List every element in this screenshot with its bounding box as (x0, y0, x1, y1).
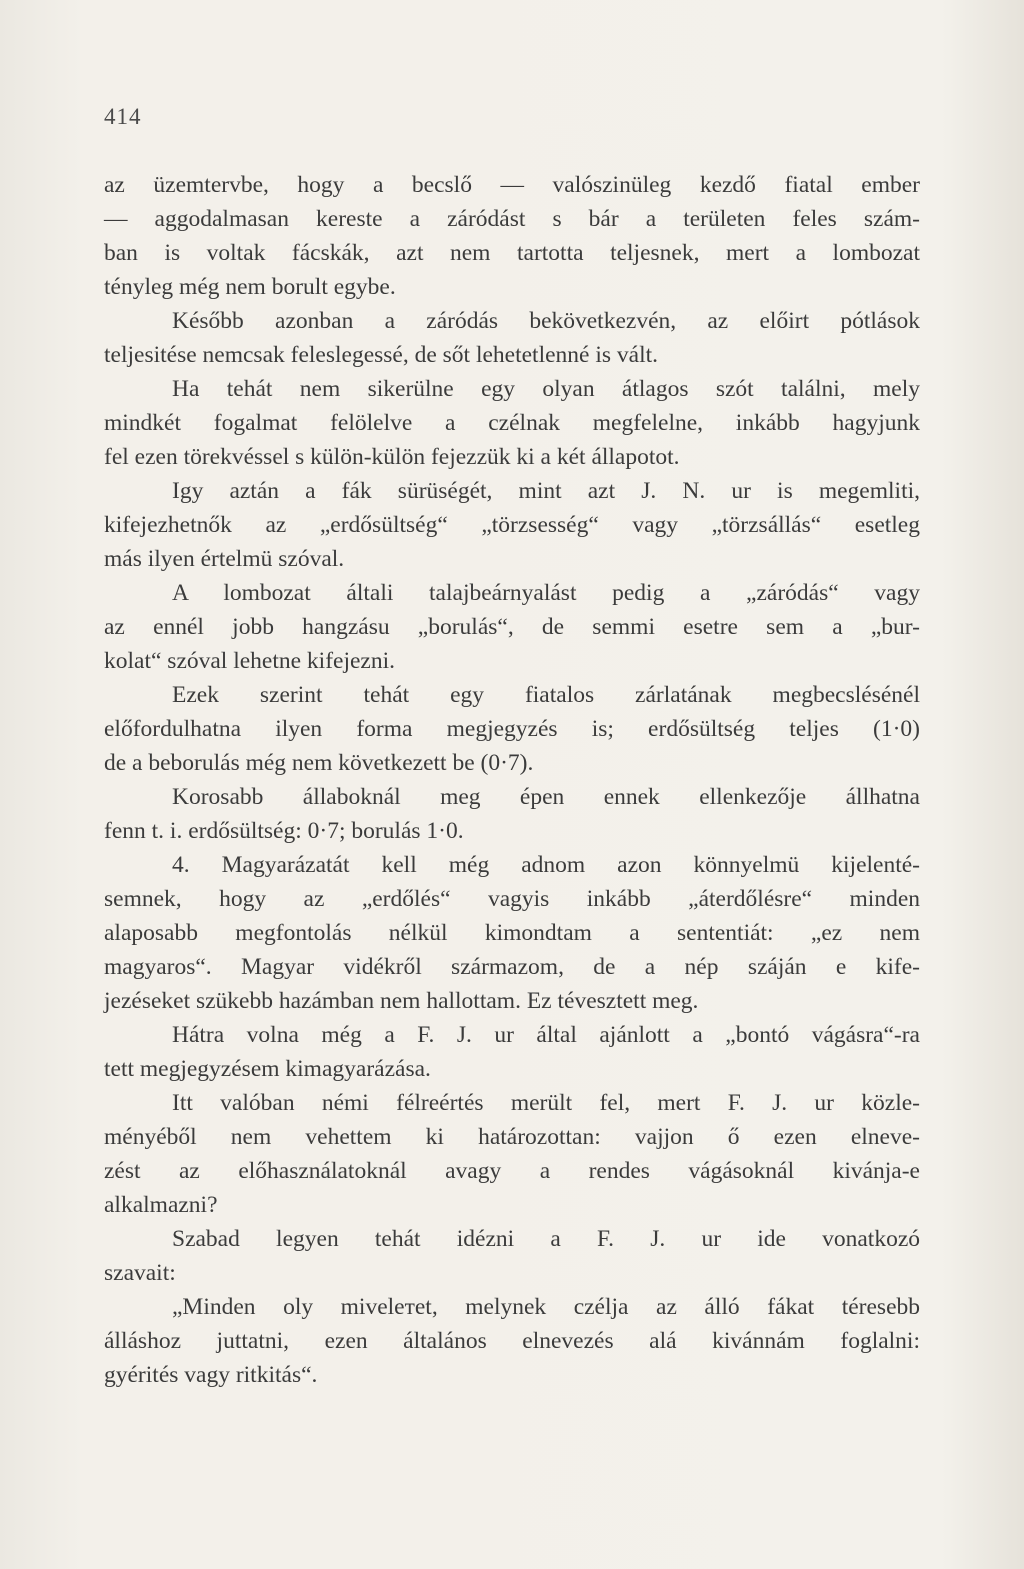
text-line: Ha tehát nem sikerülne egy olyan átlagos szót találni, mely (172, 376, 920, 402)
text-line: más ilyen értelmü szóval. (104, 546, 345, 572)
text-line: álláshoz juttatni, ezen általános elnevezés alá kivánnám foglalni: (104, 1328, 920, 1354)
body-text (104, 168, 920, 1392)
text-line: ményéből nem vehettem ki határozottan: vajjon ő ezen elneve- (104, 1124, 920, 1150)
text-line: szavait: (104, 1260, 176, 1286)
text-line: fel ezen törekvéssel s külön-külön fejezzük ki a két állapotot. (104, 444, 680, 470)
text-line: Itt valóban némi félreértés merült fel, mert F. J. ur közle- (172, 1090, 920, 1116)
text-line: előfordulhatna ilyen forma megjegyzés is; erdősültség teljes (1·0) (104, 716, 920, 742)
text-line: fenn t. i. erdősültség: 0·7; borulás 1·0. (104, 818, 464, 844)
text-line: tett megjegyzésem kimagyarázása. (104, 1056, 431, 1082)
text-line: teljesitése nemcsak feleslegessé, de sőt lehetetlenné is vált. (104, 342, 659, 368)
text-line: ban is voltak fácskák, azt nem tartotta teljesnek, mert a lombozat (104, 240, 920, 266)
text-line: A lombozat általi talajbeárnyalást pedig a „záródás“ vagy (172, 580, 920, 606)
text-line: Szabad legyen tehát idézni a F. J. ur ide vonatkozó (172, 1226, 920, 1252)
text-line: magyaros“. Magyar vidékről származom, de a nép száján e kife- (104, 954, 920, 980)
text-line: kifejezhetnők az „erdősültség“ „törzsesség“ vagy „törzsállás“ esetleg (104, 512, 920, 538)
text-line: alaposabb megfontolás nélkül kimondtam a sententiát: „ez nem (104, 920, 920, 946)
text-line: „Minden oly mivelетet, melynek czélja az álló fákat téresebb (172, 1294, 920, 1320)
text-line: kolat“ szóval lehetne kifejezni. (104, 648, 396, 674)
text-line: 4. Magyarázatát kell még adnom azon könnyelmü kijelenté- (172, 852, 920, 878)
text-line: jezéseket szükebb hazámban nem hallottam. Ez tévesztett meg. (104, 988, 699, 1014)
text-line: zést az előhasználatoknál avagy a rendes vágásoknál kivánja-e (104, 1158, 920, 1184)
text-line: de a beborulás még nem következett be (0·7). (104, 750, 534, 776)
text-line: mindkét fogalmat felölelve a czélnak megfelelne, inkább hagyjunk (104, 410, 920, 436)
text-line: az ennél jobb hangzásu „borulás“, de semmi esetre sem a „bur- (104, 614, 920, 640)
text-line: semnek, hogy az „erdőlés“ vagyis inkább „áterdőlésre“ minden (104, 886, 920, 912)
text-line: Ezek szerint tehát egy fiatalos zárlatának megbecslésénél (172, 682, 920, 708)
text-line: tényleg még nem borult egybe. (104, 274, 396, 300)
text-line: az üzemtervbe, hogy a becslő — valószinüleg kezdő fiatal ember (104, 172, 920, 198)
text-line: alkalmazni? (104, 1192, 218, 1218)
text-line: gyérités vagy ritkitás“. (104, 1362, 318, 1388)
text-line: Hátra volna még a F. J. ur által ajánlott a „bontó vágásra“-ra (172, 1022, 920, 1048)
text-line: — aggodalmasan kereste a záródást s bár a területen feles szám- (104, 206, 920, 232)
text-line: Később azonban a záródás bekövetkezvén, az előirt pótlások (172, 308, 920, 334)
text-line: Igy aztán a fák sürüségét, mint azt J. N. ur is megemliti, (172, 478, 920, 504)
page-number: 414 (104, 104, 142, 129)
text-line: Korosabb állaboknál meg épen ennek ellenkezője állhatna (172, 784, 920, 810)
